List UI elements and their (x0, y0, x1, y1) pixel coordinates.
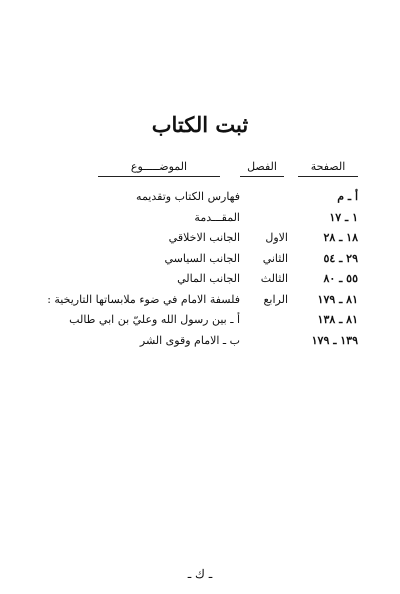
row-page-range: ٢٩ ـ ٥٤ (323, 251, 358, 265)
header-topic: الموضـــــوع (98, 160, 220, 177)
row-topic: الجانب السياسي (164, 251, 240, 265)
row-topic: المقـــدمة (194, 210, 240, 224)
row-topic: فلسفة الامام في ضوء ملابساتها التاريخية : (47, 292, 240, 306)
row-chapter: الثالث (260, 272, 288, 285)
table-row (68, 313, 358, 334)
table-row (68, 231, 358, 252)
row-page-range: ٨١ ـ ١٣٨ (317, 313, 358, 326)
row-page-range: ٥٥ ـ ٨٠ (323, 272, 358, 285)
table-header (96, 160, 358, 184)
row-topic: الجانب الاخلاقي (168, 231, 240, 244)
header-chapter: الفصل (240, 160, 284, 177)
header-page: الصفحة (298, 160, 358, 177)
row-topic: فهارس الكتاب وتقديمه (136, 190, 240, 203)
row-topic: ب ـ الامام وقوى الشر (139, 333, 240, 347)
table-row (68, 334, 358, 355)
page-number: ـ ك ـ (187, 567, 213, 581)
row-chapter: الثاني (262, 251, 288, 265)
row-topic: الجانب المالي (177, 272, 240, 285)
row-page-range: ١ ـ ١٧ (329, 210, 358, 224)
row-page-range: ٨١ ـ ١٧٩ (317, 292, 358, 306)
row-page-range: ١٨ ـ ٢٨ (323, 231, 358, 244)
row-topic: أ ـ بين رسول الله وعليّ بن ابي طالب (69, 313, 240, 326)
table-row (68, 211, 358, 232)
table-row (68, 190, 358, 211)
row-page-range: ١٣٩ ـ ١٧٩ (311, 333, 358, 347)
row-page-range: أ ـ م (337, 190, 358, 203)
table-row (47, 292, 358, 314)
table-rows (47, 190, 358, 354)
table-row (68, 252, 358, 273)
table-row (68, 272, 358, 293)
page-title: ثبت الكتاب (151, 112, 249, 137)
row-chapter: الاول (265, 231, 288, 244)
row-chapter: الرابع (263, 292, 288, 306)
contents-table (47, 160, 358, 347)
